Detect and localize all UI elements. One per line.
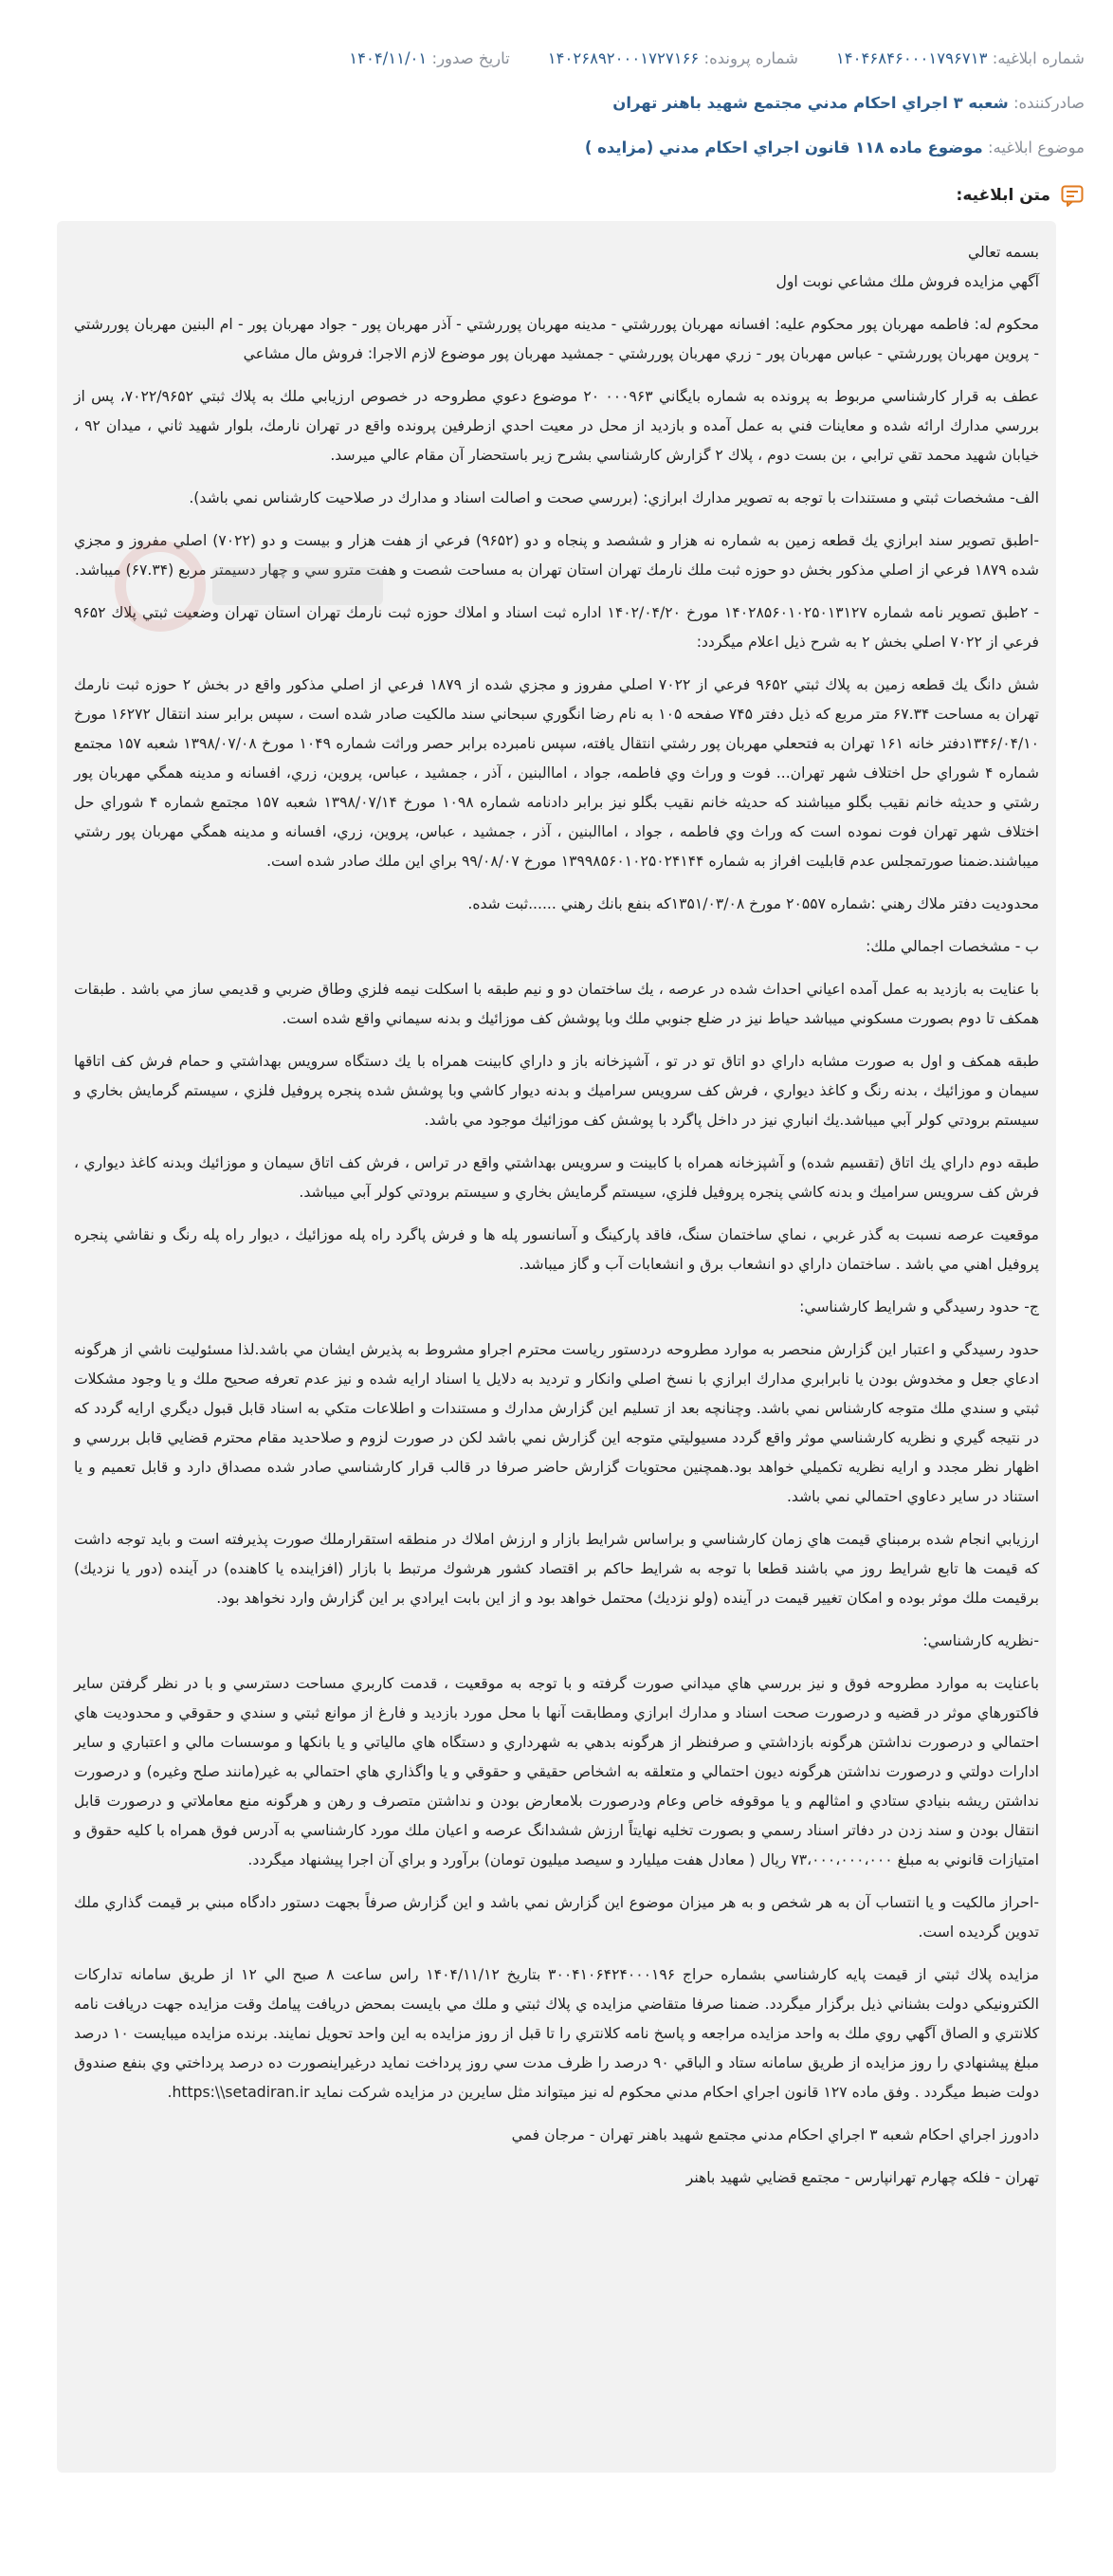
- notice-number-label: شماره ابلاغیه:: [992, 49, 1085, 67]
- header-row-issuer: [28, 94, 1085, 112]
- body-title: آگهي مزايده فروش ملك مشاعي نوبت اول: [775, 273, 1039, 290]
- message-icon: [1060, 183, 1085, 208]
- subject-label: موضوع ابلاغیه:: [987, 138, 1085, 156]
- body-registry: شش دانگ يك قطعه زمين به پلاك ثبتي ۹۶۵۲ فرعي از ۷۰۲۲ اصلي مفروز و مجزي شده از ۱۸۷۹ فرعي از اصلي مذكور واقع در بخش ۲ حوزه ثبت نارمك تهران به مساحت ۶۷.۳۴ متر مربع كه ذيل دفتر ۷۴۵ صفحه ۱۰۵ به نام رضا انگوري سبحاني سند مالكيت صادر شده است ، سپس برابر سند انتقال ۱۶۲۷۲ مورخ ۱۳۴۶/۰۴/۱۰دفتر خانه ۱۶۱ تهران به فتحعلي مهربان پور رشتي انتقال يافته، سپس نامبرده برابر حصر وراثت شماره ۱۰۴۹ مورخ ۱۳۹۸/۰۷/۰۸ شعبه ۱۵۷ مجتمع شماره ۴ شوراي حل اختلاف شهر تهران... فوت و وراث وي فاطمه، جواد ، اماالبنين ، آذر ، جمشيد ، عباس، پروين، زري، افسانه و مدينه همگي مهربان پور رشتي و حديثه خانم نقيب بگلو ميباشند كه حديثه خانم نقيب بگلو نيز برابر دادنامه شماره ۱۰۹۸ مورخ ۱۳۹۸/۰۷/۱۴ شعبه ۱۵۷ مجتمع شماره ۴ شوراي حل اختلاف شهر تهران فوت نموده است كه وراث وي فاطمه ، جواد ، اماالبنين ، آذر ، جمشيد ، عباس، پروين، زري، افسانه و مدينه همگي مهربان پور رشتي ميباشند.ضمنا صورتمجلس عدم قابليت افراز به شماره ۱۳۹۹۸۵۶۰۱۰۲۵۰۲۴۱۴۴ مورخ ۹۹/۰۸/۰۷ براي اين ملك صادر شده است.: [74, 676, 1039, 870]
- body-section-c: ج- حدود رسيدگي و شرايط كارشناسي:: [799, 1298, 1039, 1316]
- body-valuation-basis: ارزيابي انجام شده برمبناي قيمت هاي زمان كارشناسي و براساس شرايط بازار و ارزش املاك در منطقه استقرارملك صورت پذيرفته است و بايد توجه داشت كه قيمت ها تابع شرايط روز مي باشند قطعا با توجه به شرايط حاكم بر اقتصاد كشور هرشوك مرتبط با بازار (افزاينده يا كاهنده) در آينده (دور يا نزديك) برقيمت ملك موثر بوده و امكان تغيير قيمت در آينده (ولو نزديك) محتمل خواهد بود و از اين بابت ايرادي بر اين گزارش وارد نخواهد بود.: [74, 1531, 1039, 1607]
- body-scope: حدود رسيدگي و اعتبار اين گزارش منحصر به موارد مطروحه دردستور رياست محترم اجراو مشروط به پذيرش ايشان مي باشد.لذا مسئوليت ناشي از هرگونه ادعاي جعل و مخدوش بودن يا نابرابري مدارك ابرازي با نسخ اصلي وانكار و ترديد به دلايل يا اسناد ارايه شده و نيز عدم تعرفه صحيح ملك و يا وجود مشكلات ثبتي و سندي ملك متوجه كارشناس نمي باشد. وچنانچه بعد از تسليم اين گزارش مدارك و مستندات و اطلاعات متكي به اسناد قابل قبول ديگري ارايه گردد كه در نتيجه گيري و نظريه كارشناسي موثر واقع گردد مسيوليتي متوجه اين گزارش نمي باشد لكن در صورت لزوم و صلاحديد مقام محترم قضايي قابل بررسي و اظهار نظر مجدد و ارايه نظريه تكميلي خواهد بود.همچنين محتويات گزارش حاضر صرفا در قالب قرار كارشناسي صادر شده مصداق دارد و قابل تعميم و يا استناد در ساير دعاوي احتمالي نمي باشد.: [74, 1341, 1039, 1505]
- body-ownership: -احراز مالكيت و يا انتساب آن به هر شخص و به هر ميزان موضوع اين گزارش نمي باشد و اين گزارش صرفاً بجهت دستور دادگاه مبني بر قيمت گذاري ملك تدوين گرديده است.: [74, 1894, 1039, 1941]
- issuer-label: صادرکننده:: [1013, 94, 1085, 112]
- issuer-value: شعبه ۳ اجراي احكام مدني مجتمع شهيد باهنر تهران: [612, 94, 1009, 112]
- header-row-subject: [28, 138, 1085, 156]
- header-row-numbers: [28, 49, 1085, 67]
- issue-date-value: ۱۴۰۴/۱۱/۰۱: [349, 49, 428, 67]
- issue-date: [349, 49, 510, 67]
- body-location: موقعيت عرصه نسبت به گذر غربي ، نماي ساختمان سنگ، فاقد پاركينگ و آسانسور پله ها و فرش پاگرد راه پله موزائيك ، ديوار راه پله رنگ و نقاشي پنجره پروفيل اهني مي باشد . ساختمان داراي دو انشعاب برق و انشعابات آب و گاز ميباشد.: [74, 1226, 1039, 1273]
- body-opinion-heading: -نظريه كارشناسي:: [922, 1632, 1039, 1649]
- case-number-label: شماره پرونده:: [703, 49, 798, 67]
- body-address: تهران - فلكه چهارم تهرانپارس - مجتمع قضايي شهيد باهنر: [685, 2169, 1039, 2186]
- body-restriction: محدوديت دفتر ملاك رهني :شماره ۲۰۵۵۷ مورخ ۱۳۵۱/۰۳/۰۸كه بنفع بانك رهني ......ثبت شده.: [467, 895, 1039, 912]
- body-deed-2: - ۲طبق تصوير نامه شماره ۱۴۰۲۸۵۶۰۱۰۲۵۰۱۳۱۲۷ مورخ ۱۴۰۲/۰۴/۲۰ اداره ثبت اسناد و املاك حوزه ثبت نارمك تهران استان تهران وضعيت ثبتي پلاك ۹۶۵۲ فرعي از ۷۰۲۲ اصلي بخش ۲ به شرح ذيل اعلام ميگردد:: [74, 604, 1039, 651]
- notice-header: [0, 0, 1113, 156]
- body-parties: محكوم له: فاطمه مهربان پور محكوم عليه: افسانه مهربان پوررشتي - مدينه مهربان پوررشتي - آذر مهربان پور - جواد مهربان پور - ام البنين مهربان پوررشتي - پروين مهربان پوررشتي - عباس مهربان پور - زري مهربان پوررشتي - جمشيد مهربان پور موضوع لازم الاجرا: فروش مال مشاعي: [74, 316, 1039, 362]
- body-section-a: الف- مشخصات ثبتي و مستندات با توجه به تصوير مدارك ابرازي: (بررسي صحت و اصالت اسناد و مدارك در صلاحيت كارشناس نمي باشد).: [189, 489, 1039, 506]
- notice-body: [57, 221, 1056, 2473]
- case-number: [548, 49, 798, 67]
- case-number-value: ۱۴۰۲۶۸۹۲۰۰۰۱۷۲۷۱۶۶: [547, 49, 700, 67]
- body-floors-1: طبقه همكف و اول به صورت مشابه داراي دو اتاق تو در تو ، آشپزخانه باز و داراي كابينت همراه با يك دستگاه سرويس بهداشتي و حمام فرش كف اتاقها سيمان و موزائيك ، بدنه رنگ و كاغذ ديواري ، فرش كف سرويس سراميك و بدنه ديوار كاشي وبا پوشش شده پنجره پروفيل فلزي ، سيستم گرمايش بخاري و سيستم برودتي كولر آبي ميباشد.يك انباري نيز در داخل پاگرد با پوشش كف موزائيك موجود مي باشد.: [74, 1053, 1039, 1129]
- body-intro: عطف به قرار كارشناسي مربوط به پرونده به شماره بايگاني ۰۰۰۹۶۳ ۲۰ موضوع دعوي مطروحه در خصوص ارزيابي ملك به پلاك ثبتي ۷۰۲۲/۹۶۵۲، پس از بررسي مدارك ارائه شده و معاينات فني به عمل آمده و بازديد از محل در معيت احدي ازطرفين پرونده واقع در تهران نارمك، بلوار شهيد ثاني ، ميدان ۹۲ ، خيابان شهيد محمد تقي ترابي ، بن بست دوم ، پلاك ۲ گزارش كارشناسي بشرح زير باستحضار آن مقام عالي ميرسد.: [74, 388, 1040, 464]
- body-opinion: باعنايت به موارد مطروحه فوق و نيز بررسي هاي ميداني صورت گرفته و با توجه به موقعيت ، قدمت كاربري مساحت دسترسي و با در نظر گرفتن ساير فاكتورهاي موثر در قضيه و درصورت صحت اسناد و مدارك ابرازي ومطابقت آنها با محل مورد بازديد و فارغ از موانع ثبتي و سندي و حقوقي و محدوديت هاي احتمالي و درصورت نداشتن هرگونه بازداشتي و صرفنظر از هرگونه بدهي به شهرداري و دستگاه هاي مالياتي و يا بانكها و موسسات مالي و اعتباري و ساير ادارات دولتي و درصورت نداشتن هرگونه ديون احتمالي و متعلقه به اشخاص حقيقي و حقوقي و يا واگذاري هاي احتمالي به غير(مانند صلح وغيره) و درصورت نداشتن ريشه بنيادي ستادي و امثالهم و يا موقوفه خاص وعام ودرصورت بلامعارض بودن و نداشتن متصرف و رهن و هرگونه منع معاملاتي و درصورت قابل انتقال بودن و سند زدن در دفاتر اسناد رسمي و بصورت تخليه نهايتاً ارزش ششدانگ عرصه و اعيان ملك مورد كارشناسي به آدرس فوق همراه با كليه حقوق و امتيازات قانوني به مبلغ ۷۳،۰۰۰،۰۰۰،۰۰۰ ريال ( معادل هفت ميليارد و سيصد ميليون تومان) برآورد و براي آن اجرا پيشنهاد ميگردد.: [74, 1675, 1039, 1868]
- issue-date-label: تاریخ صدور:: [431, 49, 510, 67]
- notice-number-value: ۱۴۰۴۶۸۴۶۰۰۰۱۷۹۶۷۱۳: [835, 49, 988, 67]
- body-building: با عنايت به بازديد به عمل آمده اعياني احداث شده در عرصه ، يك ساختمان دو و نيم طبقه با اسكلت نيمه فلزي وطاق ضربي و قديمي ساز مي باشد . طبقات همكف تا دوم بصورت مسكوني ميباشد حياط نيز در ضلع جنوبي ملك وبا پوشش كف موزائيك و بدنه سيماني واقع شده است.: [74, 981, 1039, 1027]
- body-bismillah: بسمه تعالي: [968, 244, 1039, 261]
- notice-text-title: متن ابلاغیه:: [956, 186, 1050, 205]
- subject-value: موضوع ماده ۱۱۸ قانون اجراي احكام مدني (مزايده ): [584, 138, 983, 156]
- body-section-b: ب - مشخصات اجمالي ملك:: [866, 938, 1039, 955]
- notice-number: [836, 49, 1085, 67]
- body-signature: دادورز اجراي احكام شعبه ۳ اجراي احكام مدني مجتمع شهيد باهنر تهران - مرجان فمي: [511, 2126, 1039, 2144]
- body-floors-2: طبقه دوم داراي يك اتاق (تقسيم شده) و آشپزخانه همراه با كابينت و سرويس بهداشتي واقع در تراس ، فرش كف اتاق سيمان و موزائيك وبدنه كاغذ ديواري ، فرش كف سرويس سراميك و بدنه كاشي پنجره پروفيل فلزي، سيستم گرمايش بخاري و سيستم برودتي كولر آبي ميباشد.: [74, 1154, 1039, 1201]
- body-deed-1: -اطبق تصوير سند ابرازي يك قطعه زمين به شماره نه هزار و ششصد و پنجاه و دو (۹۶۵۲) فرعي از هفت هزار و بيست و دو (۷۰۲۲) اصلي مفروز و مجزي شده ۱۸۷۹ فرعي از اصلي مذكور بخش دو حوزه ثبت ملك نارمك تهران استان تهران به مساحت شصت و هفت مترو سي و چهار دسيمتر مربع (۶۷.۳۴) ميباشد.: [74, 532, 1040, 579]
- body-auction: مزايده پلاك ثبتي از قيمت پايه كارشناسي بشماره حراج ۳۰۰۴۱۰۶۴۲۴۰۰۰۱۹۶ بتاريخ ۱۴۰۴/۱۱/۱۲ راس ساعت ۸ صبح الي ۱۲ از طريق سامانه تداركات الكترونيكي دولت بشناني ذيل برگزار ميگردد. ضمنا صرفا متقاضي مزايده ي پلاك ثبتي و ملك مي بايست بمحض دريافت پيامك وقت مزايده جهت دريافت نامه كلانتري و الصاق آگهي روي ملك به واحد مزايده مراجعه و پاسخ نامه كلانتري را تا قبل از روز مزايده به اين واحد تحويل نمايند. برنده مزايده ميبايست ۱۰ درصد مبلغ پيشنهادي را روز مزايده از طريق سامانه ستاد و الباقي ۹۰ درصد را ظرف مدت سي روز پرداخت نمايد درغيراينصورت ده درصد پرداختي وي بنفع صندوق دولت ضبط ميگردد . وفق ماده ۱۲۷ قانون اجراي احكام مدني محكوم له نيز ميتواند مثل سايرين در مزايده شركت نمايد https:\\setadiran.ir.: [74, 1966, 1040, 2101]
- notice-text-heading: [0, 183, 1085, 208]
